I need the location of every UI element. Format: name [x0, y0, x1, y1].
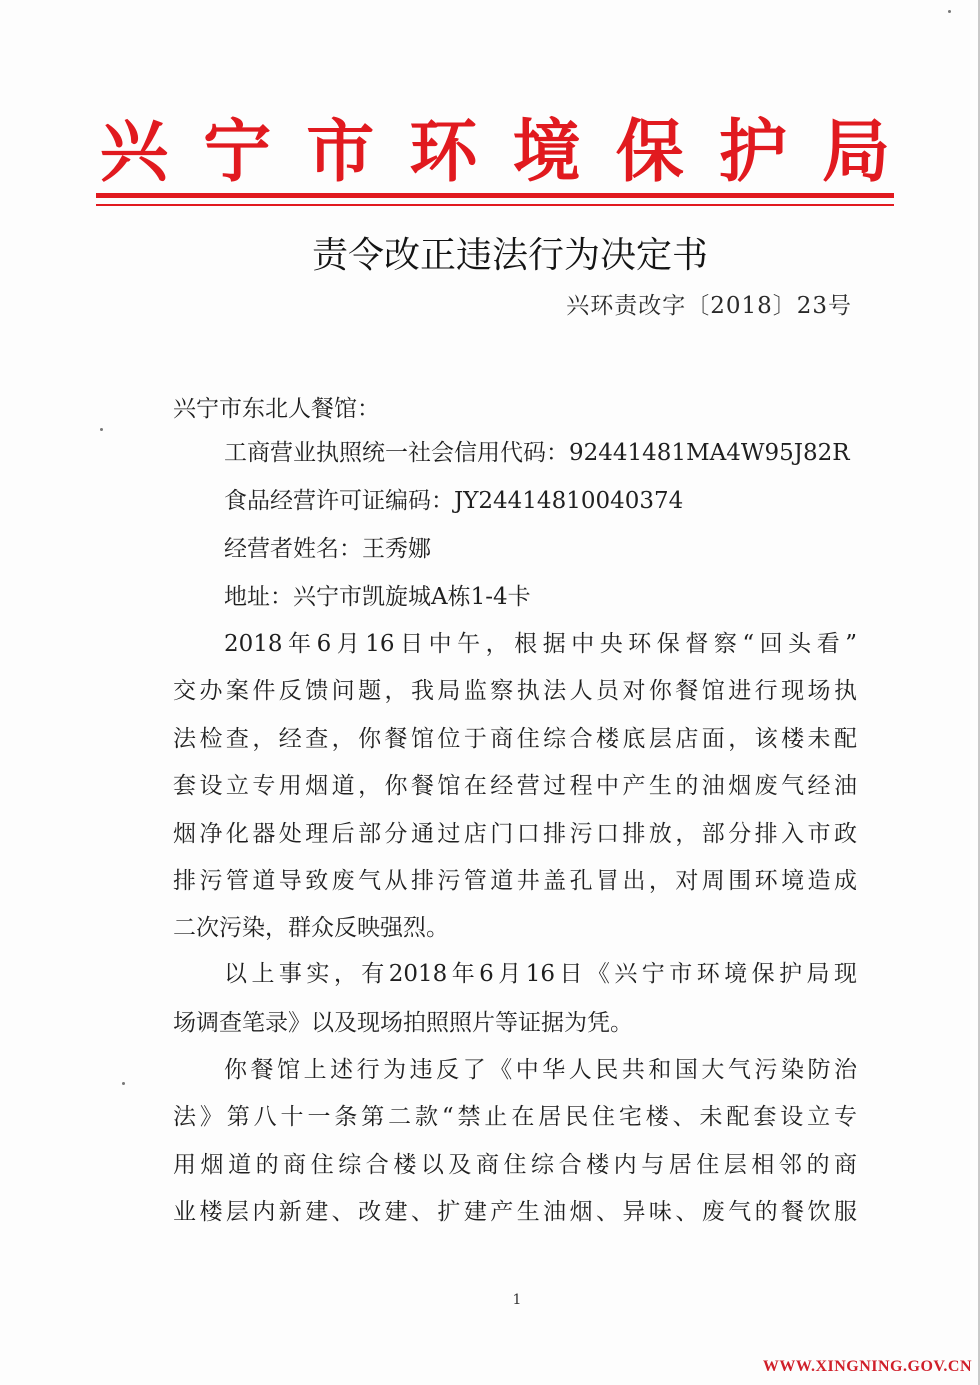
- paragraph-line: 套设立专用烟道，你餐馆在经营过程中产生的油烟废气经油: [173, 773, 857, 799]
- paragraph-line: 二次污染，群众反映强烈。: [173, 915, 449, 941]
- paragraph-line: 法》第八十一条第二款“禁止在居民住宅楼、未配套设立专: [173, 1104, 857, 1130]
- paragraph-line: 法检查，经查，你餐馆位于商住综合楼底层店面，该楼未配: [173, 726, 857, 752]
- paragraph-line: 用烟道的商住综合楼以及商住综合楼内与居住层相邻的商: [173, 1152, 857, 1178]
- agency-char: 境: [512, 112, 581, 192]
- paragraph-line: 以上事实，有2018年6月16日《兴宁市环境保护局现: [224, 961, 857, 987]
- page-number: 1: [512, 1292, 522, 1308]
- scan-speck: [948, 10, 951, 13]
- address-line: 地址：兴宁市凯旋城A栋1-4卡: [224, 584, 531, 610]
- paragraph-line: 交办案件反馈问题，我局监察执法人员对你餐馆进行现场执: [173, 678, 857, 704]
- document-title: 责令改正违法行为决定书: [311, 235, 708, 276]
- paragraph-line: 你餐馆上述行为违反了《中华人民共和国大气污染防治: [224, 1057, 857, 1083]
- paragraph-line: 排污管道导致废气从排污管道井盖孔冒出，对周围环境造成: [173, 868, 857, 894]
- paragraph-line: 场调查笔录》以及现场拍照照片等证据为凭。: [173, 1010, 633, 1036]
- paragraph-line: 烟净化器处理后部分通过店门口排污口排放，部分排入市政: [173, 821, 857, 847]
- letterhead-rule-thick: [96, 193, 894, 198]
- document-number: 兴环责改字〔2018〕23号: [566, 293, 852, 319]
- agency-letterhead: [100, 112, 890, 192]
- letterhead-rule-thin: [96, 204, 894, 206]
- agency-char: 局: [821, 112, 890, 192]
- agency-char: 保: [615, 112, 684, 192]
- scan-speck: [122, 1082, 125, 1085]
- operator-line: 经营者姓名：王秀娜: [224, 536, 431, 562]
- agency-char: 兴: [100, 112, 169, 192]
- paragraph-line: 2018年6月16日中午，根据中央环保督察“回头看”: [224, 631, 857, 657]
- agency-char: 宁: [203, 112, 272, 192]
- recipient-line: 兴宁市东北人餐馆：: [173, 396, 380, 422]
- paragraph-line: 业楼层内新建、改建、扩建产生油烟、异味、废气的餐饮服: [173, 1199, 857, 1225]
- scan-speck: [100, 428, 103, 431]
- site-watermark: WWW.XINGNING.GOV.CN: [762, 1358, 972, 1375]
- food-license-line: 食品经营许可证编码：JY24414810040374: [224, 488, 684, 514]
- agency-char: 环: [409, 112, 478, 192]
- agency-char: 市: [306, 112, 375, 192]
- credit-code-line: 工商营业执照统一社会信用代码：92441481MA4W95J82R: [224, 440, 850, 466]
- agency-char: 护: [718, 112, 787, 192]
